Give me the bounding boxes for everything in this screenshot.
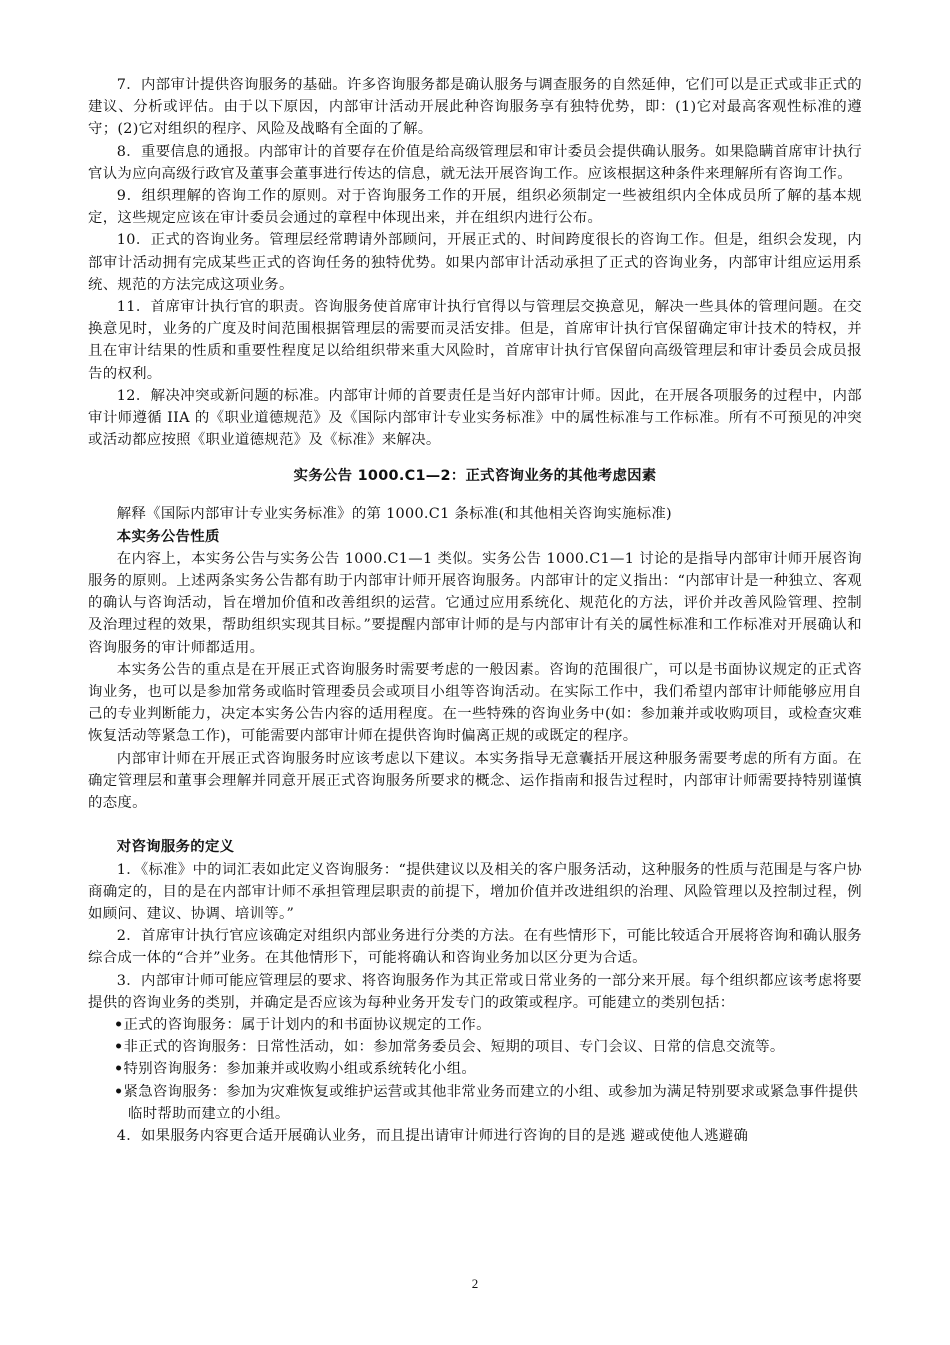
page-number: 2: [471, 1276, 479, 1291]
definition-paragraph-2: 2．首席审计执行官应该确定对组织内部业务进行分类的方法。在有些情形下，可能比较适合开展将咨询和确认服务综合成一体的“合并”业务。在其他情形下，可能将确认和咨询业务加以区分更为合适。: [88, 928, 862, 967]
document-page: [88, 74, 862, 1147]
bullet-text: 紧急咨询服务：参加为灾难恢复或维护运营或其他非常业务而建立的小组、或参加为满足特别要求或紧急事件提供临时帮助而建立的小组。: [123, 1083, 859, 1122]
section-subtitle: 解释《国际内部审计专业实务标准》的第 1000.C1 条标准(和其他相关咨询实施标准): [116, 506, 672, 523]
bullet-item: [88, 1014, 862, 1036]
definition-paragraph-1: 1．《标准》中的词汇表如此定义咨询服务：“提供建议以及相关的客户服务活动，这种服务的性质与范围是与客户协商确定的，目的是在内部审计师不承担管理层职责的前提下，增加价值并改进组织的治理、风险管理以及控制过程，例如顾问、建议、协调、培训等。”: [88, 861, 862, 922]
bullet-mark: •: [114, 1038, 124, 1056]
definition-paragraph-4: 4．如果服务内容更合适开展确认业务，而且提出请审计师进行咨询的目的是逃 避或使他人逃避确: [116, 1127, 749, 1144]
bullet-item: [88, 1058, 862, 1080]
paragraph-8: 8．重要信息的通报。内部审计的首要存在价值是给高级管理层和审计委员会提供确认服务。如果隐瞒首席审计执行官认为应向高级行政官及董事会董事进行传达的信息，就无法开展咨询工作。应该根据这种条件来理解所有咨询工作。: [88, 143, 862, 182]
paragraph-11: 11．首席审计执行官的职责。咨询服务使首席审计执行官得以与管理层交换意见，解决一些具体的管理问题。在交换意见时，业务的广度及时间范围根据管理层的需要而灵活安排。但是，首席审计执行官保留确定审计技术的特权，并且在审计结果的性质和重要性程度足以给组织带来重大风险时，首席审计执行官保留向高级管理层和审计委员会成员报告的权利。: [88, 299, 862, 382]
paragraph-12: 12．解决冲突或新问题的标准。内部审计师的首要责任是当好内部审计师。因此，在开展各项服务的过程中，内部审计师遵循 IIA 的《职业道德规范》及《国际内部审计专业实务标准》中的属性标准与工作标准。所有不可预见的冲突或活动都应按照《职业道德规范》及《标准》来解决。: [88, 387, 862, 449]
section-title: 实务公告 1000.C1—2：正式咨询业务的其他考虑因素: [293, 468, 657, 485]
paragraph-7: 7．内部审计提供咨询服务的基础。许多咨询服务都是确认服务与调查服务的自然延伸，它们可以是正式或非正式的建议、分析或评估。由于以下原因，内部审计活动开展此种咨询服务享有独特优势，即：(1)它对最高客观性标准的遵守；(2)它对组织的程序、风险及战略有全面的了解。: [88, 77, 862, 138]
nature-paragraph-2: 本实务公告的重点是在开展正式咨询服务时需要考虑的一般因素。咨询的范围很广，可以是书面协议规定的正式咨询业务，也可以是参加常务或临时管理委员会或项目小组等咨询活动。在实际工作中，我们希望内部审计师能够应用自己的专业判断能力，决定本实务公告内容的适用程度。在一些特殊的咨询业务中(如：参加兼并或收购项目，或检查灾难恢复活动等紧急工作)，可能需要内部审计师在提供咨询时偏离正规的或既定的程序。: [88, 661, 862, 745]
nature-heading: 本实务公告性质: [116, 528, 220, 545]
bullet-text: 正式的咨询服务：属于计划内的和书面协议规定的工作。: [123, 1016, 491, 1033]
bullet-text: 非正式的咨询服务：日常性活动，如：参加常务委员会、短期的项目、专门会议、日常的信息交流等。: [123, 1039, 785, 1056]
nature-paragraph-1: 在内容上，本实务公告与实务公告 1000.C1—1 类似。实务公告 1000.C1—1 讨论的是指导内部审计师开展咨询服务的原则。上述两条实务公告都有助于内部审计师开展咨询服务。内部审计的定义指出：“内部审计是一种独立、客观的确认与咨询活动，旨在增加价值和改善组织的运营。它通过应用系统化、规范化的方法，评价并改善风险管理、控制及治理过程的效果，帮助组织实现其目标。”要提醒内部审计师的是与内部审计有关的属性标准和工作标准对开展确认和咨询服务的审计师都适用。: [88, 550, 862, 656]
bullet-item: [88, 1036, 862, 1058]
bullet-text: 特别咨询服务：参加兼并或收购小组或系统转化小组。: [123, 1061, 477, 1078]
spacer: [88, 814, 862, 836]
bullet-mark: •: [114, 1015, 124, 1033]
paragraph-10: 10．正式的咨询业务。管理层经常聘请外部顾问，开展正式的、时间跨度很长的咨询工作。但是，组织会发现，内部审计活动拥有完成某些正式的咨询任务的独特优势。如果内部审计活动承担了正式的咨询业务，内部审计组应运用系统、规范的方法完成这项业务。: [88, 232, 862, 293]
bullet-mark: •: [114, 1082, 124, 1100]
nature-paragraph-3: 内部审计师在开展正式咨询服务时应该考虑以下建议。本实务指导无意囊括开展这种服务需要考虑的所有方面。在确定管理层和董事会理解并同意开展正式咨询服务所要求的概念、运作指南和报告过程时，内部审计师需要持特别谨慎的态度。: [88, 750, 862, 812]
paragraph-9: 9．组织理解的咨询工作的原则。对于咨询服务工作的开展，组织必须制定一些被组织内全体成员所了解的基本规定，这些规定应该在审计委员会通过的章程中体现出来，并在组织内进行公布。: [88, 188, 862, 227]
definition-paragraph-3: 3．内部审计师可能应管理层的要求、将咨询服务作为其正常或日常业务的一部分来开展。每个组织都应该考虑将要提供的咨询业务的类别，并确定是否应该为每种业务开发专门的政策或程序。可能建立的类别包括：: [88, 972, 862, 1011]
definition-heading: 对咨询服务的定义: [116, 839, 235, 856]
bullet-mark: •: [114, 1060, 124, 1078]
bullet-item: [88, 1081, 862, 1125]
